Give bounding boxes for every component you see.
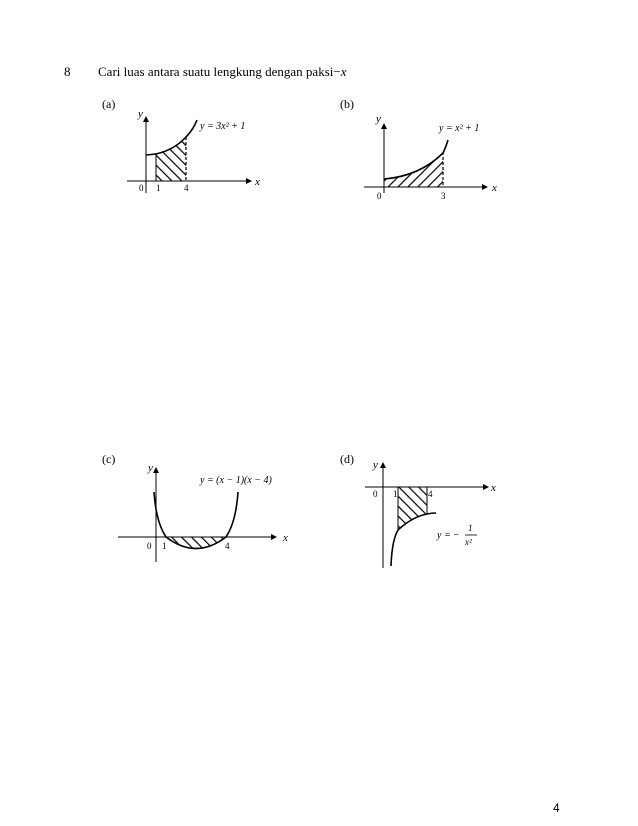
graph-b-y-axis-label: y — [376, 113, 381, 125]
graph-d-tick-1: 1 — [393, 489, 398, 499]
graph-b-label: (b) — [340, 97, 354, 111]
graph-d-tick-2: 4 — [428, 489, 433, 499]
graph-a-tick-2: 4 — [184, 183, 189, 193]
graph-c-label: (c) — [102, 452, 116, 466]
page-number: 4 — [553, 801, 560, 815]
graph-c-tick-1: 1 — [162, 541, 167, 551]
graph-a-equation: y = 3x² + 1 — [200, 121, 246, 132]
question-text-variable: x — [340, 64, 347, 79]
graph-c-tick-2: 4 — [225, 541, 230, 551]
graph-b-x-axis-label: x — [492, 182, 497, 194]
graph-b-tick-1: 3 — [441, 191, 446, 201]
question-text-prefix: Cari luas antara suatu lengkung dengan paksi− — [98, 64, 341, 79]
graph-a-x-axis-label: x — [255, 176, 260, 188]
graph-d-x-arrow — [483, 484, 489, 490]
graph-a-tick-1: 1 — [156, 183, 161, 193]
question-number: 8 — [64, 64, 71, 79]
graph-d-tick-0: 0 — [373, 489, 378, 499]
graph-a-label: (a) — [102, 97, 116, 111]
graph-c-y-axis-label: y — [148, 462, 153, 474]
graph-d-shaded-area — [398, 487, 427, 530]
graph-b-equation: y = x² + 1 — [439, 123, 480, 134]
graph-d-y-arrow — [380, 462, 386, 468]
graph-c-tick-0: 0 — [147, 541, 152, 551]
graph-a-tick-0: 0 — [139, 183, 144, 193]
graph-b-tick-0: 0 — [377, 191, 382, 201]
graph-d-y-axis-label: y — [373, 459, 378, 471]
graph-d-equation-denominator: x² — [465, 537, 472, 547]
graph-d-equation-numerator: 1 — [468, 523, 473, 533]
graph-c-x-axis-label: x — [283, 532, 288, 544]
graph-d-label: (d) — [340, 452, 354, 466]
graph-d-x-axis-label: x — [491, 482, 496, 494]
graph-a-y-axis-label: y — [138, 108, 143, 120]
graph-c-equation: y = (x − 1)(x − 4) — [200, 475, 272, 486]
graph-d-equation-prefix: y = − — [437, 530, 460, 541]
